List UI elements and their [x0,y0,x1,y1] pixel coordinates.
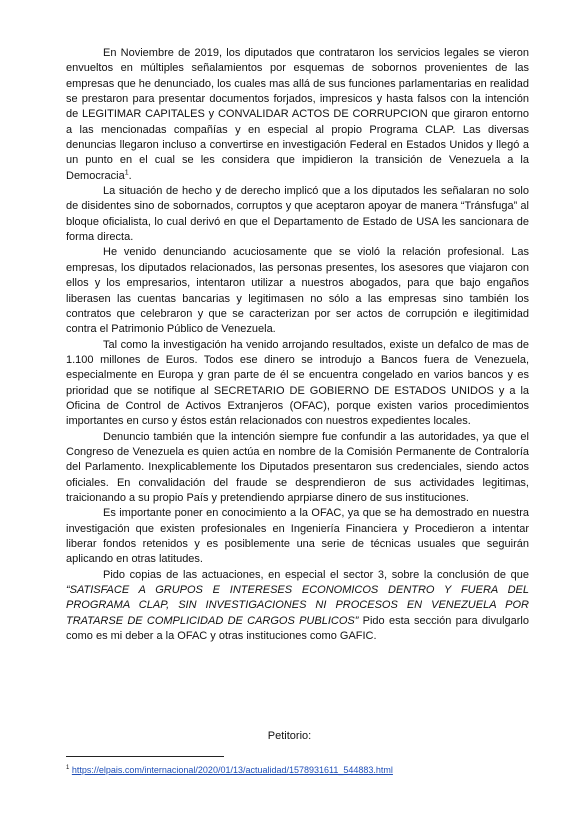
paragraph-7 [66,568,529,645]
paragraph-3: He venido denunciando acuciosamente que se violó la relación profesional. Las empresas, los diputados relacionados, las personas presentes, los asesores que viajaron con ellos y los empresarios, intentaron utilizar a nuestros abogados, para que bajo engaños liberasen las cuentas bancarias y legitimasen no sólo a las empresas sino también los contratos que celebraron y que se caracterizan por ser actos de corrupción e ilegitimidad contra el Patrimonio Público de Venezuela. [66,246,529,336]
paragraph-7-lead: Pido copias de las actuaciones, en especial el sector 3, sobre la conclusión de que [103,568,529,581]
petitorio-heading: Petitorio: [267,730,312,742]
footnote [66,764,536,776]
footnote-reference[interactable]: 1 [124,169,129,177]
paragraph-7-tail: Pido esta sección para divulgarlo como es mi deber a la OFAC y otras instituciones como GAFIC. [66,614,529,643]
paragraph-5: Denuncio también que la intención siempre fue confundir a las autoridades, ya que el Congreso de Venezuela es quien actúa en nombre de la Comisión Permanente de Contraloría del Parlamento. Inexplicablemente los Diputados presentaron sus credenciales, siendo actos oficiales. En convalidación del fraude se desprendieron de sus actividades legitimas, traicionando a su propio País y pretendiendo aprpiarse dinero de sus instituciones. [66,430,529,504]
paragraph-7-quote: “SATISFACE A GRUPOS E INTERESES ECONOMICOS DENTRO Y FUERA DEL PROGRAMA CLAP, SIN INVESTIGACIONES NI PROCESOS EN VENEZUELA POR TRATARSE DE COMPLICIDAD DE CARGOS PUBLICOS” [66,584,529,627]
paragraph-4: Tal como la investigación ha venido arrojando resultados, existe un defalco de mas de 1.100 millones de Euros. Todos ese dinero se introdujo a Bancos fuera de Venezuela, especialmente en Europa y gran parte de él se encuentra congelado en varios bancos y es prioridad que se notifique al SECRETARIO DE GOBIERNO DE ESTADOS UNIDOS y a la Oficina de Control de Activos Extranjeros (OFAC), porque existen varios procedimientos importantes en curso y éstos están relacionados con nuestros expedientes locales. [66,338,529,428]
paragraph-6: Es importante poner en conocimiento a la OFAC, ya que se ha demostrado en nuestra investigación que existen profesionales en Ingeniería Financiera y Procedieron a intentar liberar fondos retenidos y es posiblemente una serie de técnicas usuales que seguirán aplicando en otras latitudes. [66,507,529,566]
footnote-number: 1 [66,765,70,771]
paragraph-2: La situación de hecho y de derecho implicó que a los diputados les señalaran no solo de disidentes sino de sobornados, corruptos y que aceptaron apoyar de manera “Tránsfuga” al bloque oficialista, lo cual derivó en que el Departamento de Estado de USA les sancionara de forma directa. [66,185,529,244]
document-body [66,46,529,644]
footnote-link[interactable]: https://elpais.com/internacional/2020/01/13/actualidad/1578931611_544883.html [71,765,393,775]
paragraph-1: En Noviembre de 2019, los diputados que contrataron los servicios legales se vieron envueltos en múltiples señalamientos por esquemas de sobornos provenientes de las empresas que he denunciado, los cuales mas allá de sus funciones parlamentarias en realidad se prestaron para presentar documentos forjados, impresicos y hasta falsos con la intención de LEGITIMAR CAPITALES y CONVALIDAR ACTOS DE CORRUPCION que giraron entorno a las mencionadas compañías y en especial al propio Programa CLAP. Las diversas denuncias llegaron incluso a convertirse en investigación Federal en Estados Unidos y llegó a un punto en el cual se les considera que impidieron la transición de Venezuela a la Democracia$^1$. [66,47,529,182]
footnote-separator [66,756,224,757]
paragraph-1-text: En Noviembre de 2019, los diputados que contrataron los servicios legales se vieron envueltos en múltiples señalamientos por esquemas de sobornos provenientes de las empresas que he denunciado, los cuales mas allá de sus funciones parlamentarias en realidad se prestaron para presentar documentos forjados, impresicos y hasta falsos con la intención de LEGITIMAR CAPITALES y CONVALIDAR ACTOS DE CORRUPCION que giraron entorno a las mencionadas compañías y en especial al propio Programa CLAP. Las diversas denuncias llegaron incluso a convertirse en investigación Federal en Estados Unidos y llegó a un punto en el cual se les considera que impidieron la transición de Venezuela a la Democracia [66,47,529,182]
